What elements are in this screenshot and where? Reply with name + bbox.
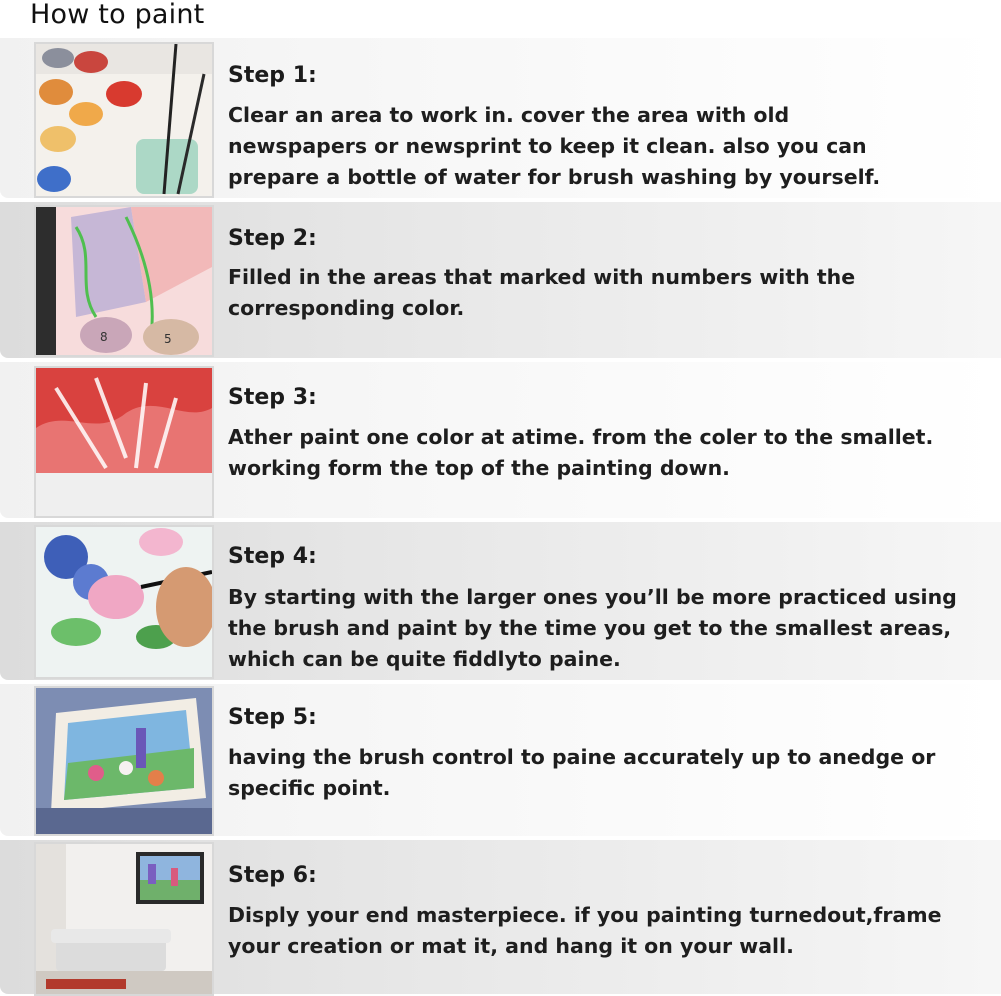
step-2-heading: Step 2: <box>228 226 317 251</box>
step-4-image <box>34 525 214 679</box>
step-2-image <box>34 205 214 357</box>
step-3-heading: Step 3: <box>228 385 317 410</box>
step-5-text: having the brush control to paine accurately up to anedge or specific point. <box>228 745 936 800</box>
step-3-text: Ather paint one color at atime. from the coler to the smallet. working form the top of the painting down. <box>228 425 934 480</box>
step-5-image <box>34 686 214 836</box>
step-4-text: By starting with the larger ones you’ll be more practiced using the brush and paint by the time you get to the smallest areas, which can be quite fiddlyto paine. <box>228 585 957 671</box>
step-3-image <box>34 366 214 518</box>
step-5-heading: Step 5: <box>228 705 317 730</box>
step-1-text: Clear an area to work in. cover the area with old newspapers or newsprint to keep it clean. also you can prepare a bottle of water for brush washing by yourself. <box>228 103 881 189</box>
step-1-heading: Step 1: <box>228 63 317 88</box>
step-6-heading: Step 6: <box>228 863 317 888</box>
step-6-image <box>34 842 214 996</box>
step-2-text: Filled in the areas that marked with numbers with the corresponding color. <box>228 265 856 320</box>
page-title: How to paint <box>30 0 205 30</box>
step-4-heading: Step 4: <box>228 544 317 569</box>
step-1-image <box>34 42 214 198</box>
step-6-text: Disply your end masterpiece. if you painting turnedout,frame your creation or mat it, and hang it on your wall. <box>228 903 942 958</box>
svg-text:8: 8 <box>100 330 108 344</box>
svg-text:5: 5 <box>164 332 172 346</box>
